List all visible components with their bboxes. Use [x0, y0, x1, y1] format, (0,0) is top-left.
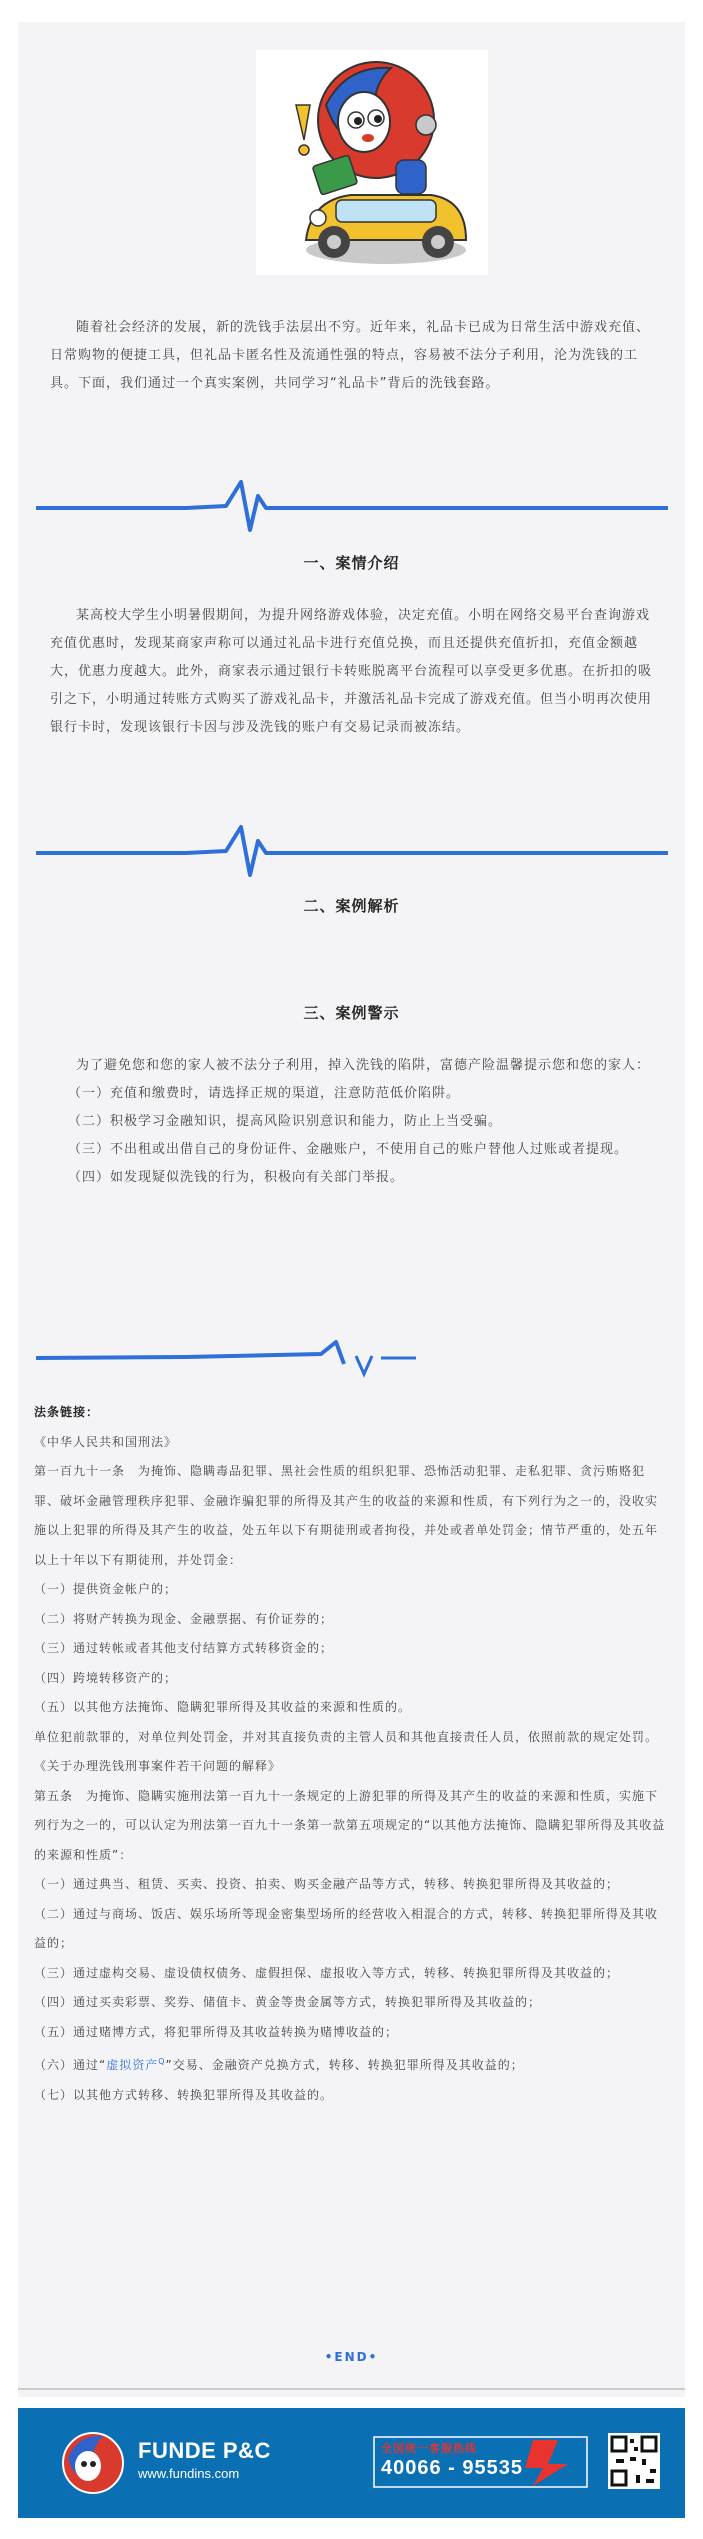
divider-line	[18, 2388, 685, 2390]
law-item: （三）通过虚构交易、虚设债权债务、虚假担保、虚报收入等方式，转移、转换犯罪所得及其收益的；	[34, 1965, 620, 1980]
end-mark: •END•	[324, 2350, 379, 2364]
brand-url[interactable]: www.fundins.com	[138, 2466, 240, 2481]
law-item: （二）将财产转换为现金、金融票据、有价证券的；	[34, 1611, 334, 1626]
law-article-5: 第五条 为掩饰、隐瞒实施刑法第一百九十一条规定的上游犯罪的所得及其产生的收益的来源和性质，实施下列行为之一的，可以认定为刑法第一百九十一条第一款第五项规定的“以其他方法掩饰、隐瞒犯罪所得及其收益的来源和性质”：	[34, 1788, 666, 1862]
law-book-title: 《关于办理洗钱刑事案件若干问题的解释》	[34, 1759, 282, 1773]
law-item: （四）跨境转移资产的；	[34, 1670, 178, 1685]
law-title: 法条链接：	[34, 1405, 100, 1419]
tip-item: （二）积极学习金融知识，提高风险识别意识和能力，防止上当受骗。	[68, 1114, 503, 1129]
mascot-illustration	[256, 50, 488, 275]
law-links	[34, 1398, 666, 2110]
law-item: （一）通过典当、租赁、买卖、投资、拍卖、购买金融产品等方式，转移、转换犯罪所得及其收益的；	[34, 1877, 620, 1891]
law-book-title: 《中华人民共和国刑法》	[34, 1434, 178, 1449]
law-unit-clause: 单位犯前款罪的，对单位判处罚金，并对其直接负责的主管人员和其他直接责任人员，依照前款的规定处罚。	[34, 1729, 659, 1744]
mascot-logo-icon	[58, 2430, 128, 2496]
law-item-6-suffix: ”交易、金融资产兑换方式，转移、转换犯罪所得及其收益的；	[165, 2058, 524, 2072]
tip-item: （三）不出租或出借自己的身份证件、金融账户，不使用自己的账户替他人过账或者提现。	[68, 1142, 629, 1157]
case-intro-paragraph: 某高校大学生小明暑假期间，为提升网络游戏体验，决定充值。小明在网络交易平台查询游戏充值优惠时，发现某商家声称可以通过礼品卡进行充值兑换，而且还提供充值折扣，充值金额越大，优惠力度越大。此外，商家表示通过银行卡转账脱离平台流程可以享受更多优惠。在折扣的吸引之下，小明通过转账方式购买了游戏礼品卡，并激活礼品卡完成了游戏充值。但当小明再次使用银行卡时，发现该银行卡因与涉及洗钱的账户有交易记录而被冻结。	[50, 608, 653, 735]
tip-item: （一）充值和缴费时，请选择正规的渠道，注意防范低价陷阱。	[68, 1086, 461, 1101]
brand-name: FUNDE P&C	[138, 2438, 271, 2463]
tip-item: （四）如发现疑似洗钱的行为，积极向有关部门举报。	[68, 1170, 405, 1185]
law-article-191: 第一百九十一条 为掩饰、隐瞒毒品犯罪、黑社会性质的组织犯罪、恐怖活动犯罪、走私犯罪、贪污贿赂犯罪、破坏金融管理秩序犯罪、金融诈骗犯罪的所得及其产生的收益的来源和性质，有下列行为之一的，没收实施以上犯罪的所得及其产生的收益，处五年以下有期徒刑或者拘役，并处或者单处罚金；情节严重的，处五年以上十年以下有期徒刑，并处罚金：	[34, 1464, 659, 1567]
footer-banner	[18, 2408, 685, 2518]
law-item: （一）提供资金帐户的；	[34, 1582, 178, 1596]
law-item: （五）通过赌博方式，将犯罪所得及其收益转换为赌博收益的；	[34, 2024, 399, 2039]
law-item: （二）通过与商场、饭店、娱乐场所等现金密集型场所的经营收入相混合的方式，转移、转换犯罪所得及其收益的；	[34, 1906, 659, 1950]
footer-brand	[138, 2438, 271, 2481]
law-item-6-prefix: （六）通过“	[34, 2058, 107, 2072]
heartbeat-divider	[36, 462, 668, 532]
hotline-box	[373, 2436, 588, 2488]
intro-paragraph: 随着社会经济的发展，新的洗钱手法层出不穷。近年来，礼品卡已成为日常生活中游戏充值、日常购物的便捷工具，但礼品卡匿名性及流通性强的特点，容易被不法分子利用，沦为洗钱的工具。下面，我们通过一个真实案例，共同学习“礼品卡”背后的洗钱套路。	[50, 320, 651, 391]
law-item: （四）通过买卖彩票、奖券、储值卡、黄金等贵金属等方式，转换犯罪所得及其收益的；	[34, 1995, 542, 2009]
section-title-case-analysis: 二、案例解析	[303, 897, 400, 915]
tips-intro: 为了避免您和您的家人被不法分子利用，掉入洗钱的陷阱，富德产险温馨提示您和您的家人：	[76, 1058, 651, 1073]
law-item: （三）通过转帐或者其他支付结算方式转移资金的；	[34, 1641, 334, 1655]
law-item: （七）以其他方式转移、转换犯罪所得及其收益的。	[34, 2087, 334, 2102]
virtual-asset-link[interactable]: 虚拟资产	[106, 2058, 159, 2072]
qr-code-icon	[608, 2433, 660, 2489]
law-item: （五）以其他方法掩饰、隐瞒犯罪所得及其收益的来源和性质的。	[34, 1700, 412, 1714]
search-icon[interactable]: Q	[158, 2057, 166, 2066]
hotline-label: 全国统一客服热线	[381, 2442, 477, 2455]
hotline-number[interactable]: 40066 - 95535	[381, 2457, 524, 2479]
warning-tips	[50, 1052, 653, 1192]
section-title-case-intro: 一、案情介绍	[303, 554, 400, 572]
article-card	[18, 22, 685, 2397]
law-item-6	[34, 2047, 666, 2081]
heartbeat-divider-short	[36, 1312, 668, 1382]
heartbeat-divider	[36, 807, 668, 877]
section-title-case-warning: 三、案例警示	[303, 1004, 400, 1022]
